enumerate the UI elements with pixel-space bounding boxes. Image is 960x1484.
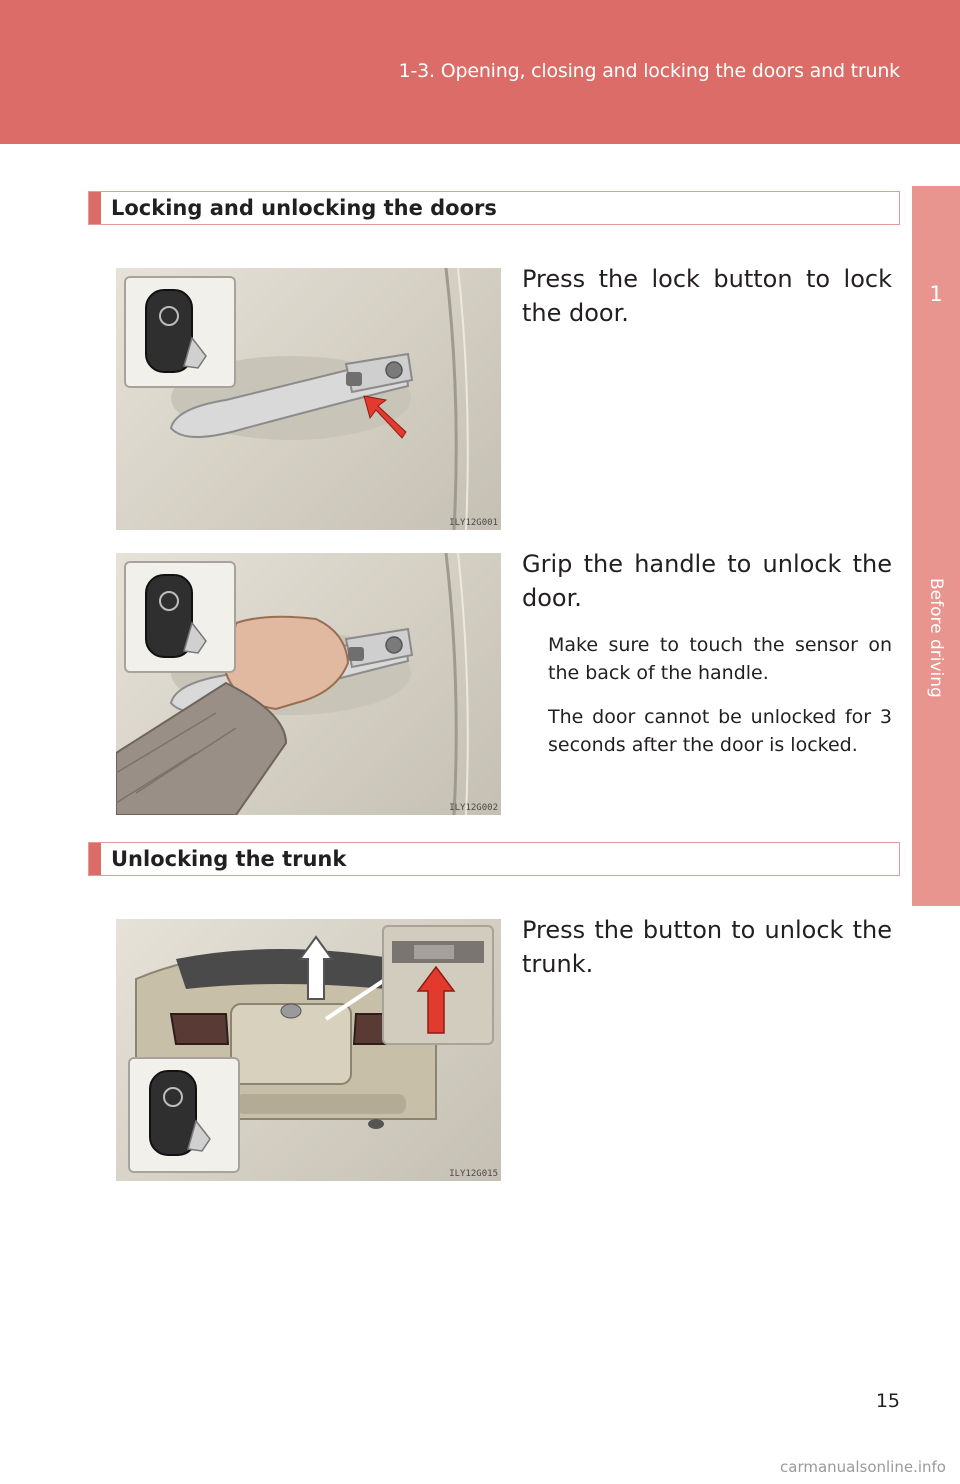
note-sensor: Make sure to touch the sensor on the back of the handle. [548, 634, 892, 684]
smart-key-inset [128, 1057, 240, 1173]
chapter-title: 1-3. Opening, closing and locking the doors and trunk [398, 60, 900, 82]
figure-code: ILY12G001 [449, 518, 498, 528]
smart-key-inset [124, 561, 236, 673]
smart-key-icon [130, 1059, 238, 1171]
figure-lock-door [116, 268, 501, 530]
smart-key-icon [126, 278, 234, 386]
smart-key-icon [126, 563, 234, 671]
chapter-number: 1 [929, 282, 943, 306]
chapter-side-tab [912, 186, 960, 906]
trunk-button-inset [382, 925, 494, 1045]
figure-unlock-door [116, 553, 501, 815]
page-number: 15 [875, 1390, 900, 1412]
section-heading-doors [88, 191, 900, 225]
page-header [0, 0, 960, 144]
chapter-label [918, 578, 954, 728]
figure-code: ILY12G015 [449, 1169, 498, 1179]
watermark: carmanualsonline.info [780, 1458, 946, 1476]
smart-key-inset [124, 276, 236, 388]
section-heading-trunk [88, 842, 900, 876]
section-title: Locking and unlocking the doors [111, 196, 497, 220]
instruction-trunk: Press the button to unlock the trunk. [522, 916, 892, 978]
section-title: Unlocking the trunk [111, 847, 347, 871]
instruction-lock: Press the lock button to lock the door. [522, 265, 892, 327]
trunk-button-closeup [384, 927, 492, 1043]
figure-unlock-trunk [116, 919, 501, 1181]
figure-code: ILY12G002 [449, 803, 498, 813]
note-delay: The door cannot be unlocked for 3 seconds after the door is locked. [548, 706, 892, 756]
instruction-unlock: Grip the handle to unlock the door. [522, 550, 892, 612]
chapter-label-text: Before driving [926, 578, 946, 698]
